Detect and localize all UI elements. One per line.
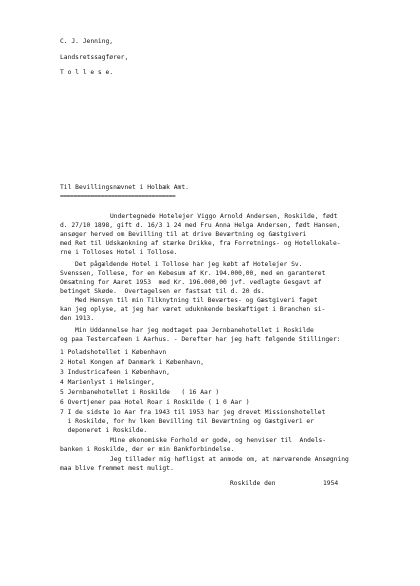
purchase-line: Det pågældende Hotel i Tollose har jeg købt af Hotelejer Sv.: [75, 261, 303, 268]
closing-line: Mine økonomiske Forhold er gode, og henviser til Andels-: [110, 437, 327, 444]
position-item: 5 Jernbanehotellet i Roskilde ( 16 Aar ): [60, 389, 220, 396]
training-line: og paa Testercafeen i Aarhus. - Derefter har jeg haft følgende Stillinger:: [60, 336, 341, 343]
position-item: 2 Hotel Kongen af Danmark i København,: [60, 359, 205, 366]
intro-line: ansøger herved om Bevilling til at drive Beværtning og Gæstgiveri: [60, 231, 307, 238]
position-item: 7 I de sidste 1o Aar fra 1943 til 1953 har jeg drevet Missionshotellet: [60, 409, 326, 416]
heading-underline: ==================================: [60, 193, 176, 200]
address-town: T o l l e s e.: [60, 69, 114, 76]
position-item: 6 Overtjener paa Hotel Roar i Roskilde ( 1 0 Aar ): [60, 399, 250, 406]
signature-year: 1954: [323, 480, 339, 487]
purchase-line: den 1913.: [60, 315, 95, 322]
training-line: Min Uddannelse har jeg modtaget paa Jernbanehotellet i Roskilde: [75, 327, 314, 334]
purchase-line: Med Hensyn til min Tilknytning til Beværtes- og Gæstgiveri faget: [75, 297, 318, 304]
closing-line: maa blive fremmet mest muligt.: [60, 465, 174, 472]
intro-line: d. 27/10 1898, gift d. 16/3 1 24 med Fru Anna Helga Andersen, født Hansen,: [60, 222, 341, 229]
intro-line: med Ret til Udskænkning af stærke Drikke, fra Forretnings- og Hotellokale-: [60, 240, 341, 247]
intro-line: Undertegnede Hotelejer Viggo Arnold Andersen, Roskilde, født: [110, 213, 338, 220]
closing-line: banken i Roskilde, der er min Bankforbindelse.: [60, 446, 235, 453]
purchase-line: Svenssen, Tollese, for en Kebesum af Kr. 194.000,00, med en garanteret: [60, 270, 326, 277]
signature-place: Roskilde den: [230, 480, 276, 487]
position-item: 1 Poladshotellet i København: [60, 349, 167, 356]
position-item: i Roskilde, for hv lken Bevilling til Beværtning og Gæstgiveri er: [60, 418, 315, 425]
purchase-line: Omsætning for Aaret 1953 med Kr. 196.000,00 jvf. vedlagte Gesgavt af: [60, 279, 322, 286]
closing-line: Jeg tillader mig høfligst at anmode om, at nærværende Ansøgning: [110, 456, 349, 463]
purchase-line: betinget Skøde. Overtagelsen er fastsat til d. 20 ds.: [60, 288, 265, 295]
address-title: Landsretssagfører,: [60, 54, 129, 61]
purchase-line: kan jeg oplyse, at jeg har været uduknkende beskæftiget i Branchen si-: [60, 306, 326, 313]
recipient-heading: Til Bevillingsnævnet i Holbæk Amt.: [60, 184, 189, 191]
intro-line: rne i Tolloses Hotel i Tollose.: [60, 249, 178, 256]
position-item: deponeret i Roskilde.: [60, 427, 148, 434]
position-item: 3 Industricafeen i København,: [60, 369, 170, 376]
position-item: 4 Marienlyst i Helsinger,: [60, 379, 155, 386]
address-name: C. J. Jenning,: [60, 38, 114, 45]
